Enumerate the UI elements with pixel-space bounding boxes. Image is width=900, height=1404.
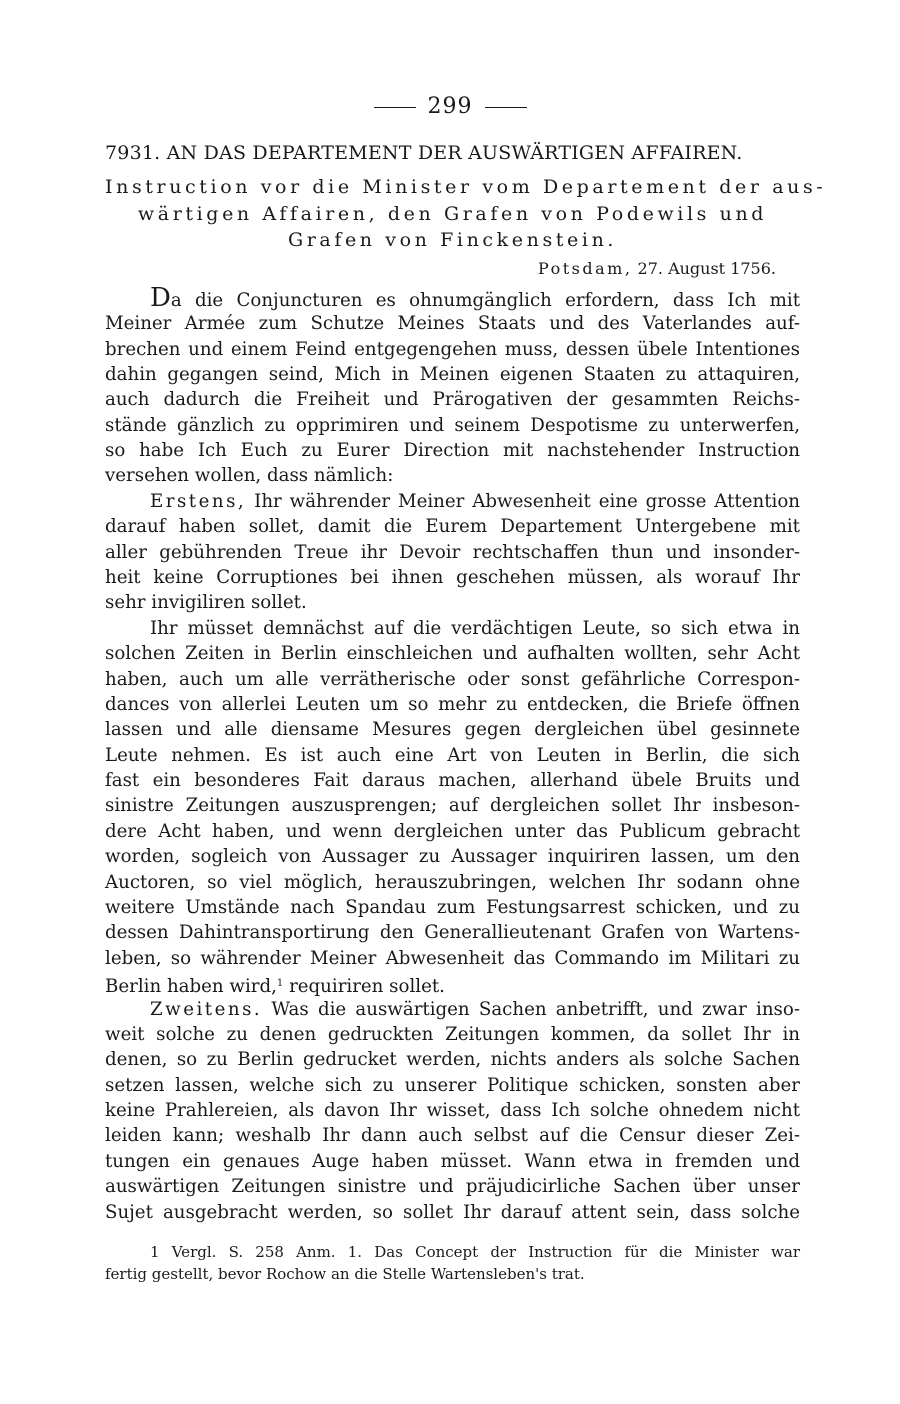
paragraph-3-line <box>105 971 800 999</box>
paragraph-3-line: lassen und alle diensame Mesures gegen dergleichen übel gesinnete <box>105 719 800 740</box>
footnote-marker: 1 <box>150 1243 160 1261</box>
paragraph-1-line: brechen und einem Feind entgegengehen muss, dessen übele Intentiones <box>105 339 800 360</box>
paragraph-1-line: Meiner Armée zum Schutze Meines Staats und des Vaterlandes auf- <box>105 313 800 334</box>
paragraph-3-line: solchen Zeiten in Berlin einschleichen und aufhalten wollten, sehr Acht <box>105 643 800 664</box>
subtitle-line: Grafen von Finckenstein. <box>287 229 618 251</box>
paragraph-4-line: Sujet ausgebracht werden, so sollet Ihr darauf attent sein, dass solche <box>105 1202 800 1223</box>
paragraph-3-line: worden, sogleich von Aussager zu Aussager inquiriren lassen, um den <box>105 846 800 867</box>
paragraph-4-line: leiden kann; weshalb Ihr dann auch selbst auf die Censur dieser Zei- <box>105 1125 800 1146</box>
dateline-date: 27. August 1756. <box>637 259 776 278</box>
paragraph-3-line: dessen Dahintransportirung den Generallieutenant Grafen von Wartens- <box>105 922 800 943</box>
paragraph-3-line: sinistre Zeitungen auszusprengen; auf dergleichen sollet Ihr insbeson- <box>105 795 800 816</box>
paragraph-1-line <box>150 283 800 313</box>
subtitle-line: Instruction vor die Minister vom Departement der aus- <box>105 176 827 198</box>
paragraph-4-line: weit solche zu denen gedruckten Zeitungen kommen, da sollet Ihr in <box>105 1024 800 1045</box>
footnote-line <box>150 1242 800 1263</box>
paragraph-3-line: Leute nehmen. Es ist auch eine Art von Leuten in Berlin, die sich <box>105 745 800 766</box>
line-text: a die Conjuncturen es ohnumgänglich erfordern, dass Ich mit <box>170 290 800 311</box>
paragraph-2-line: sehr invigiliren sollet. <box>105 592 307 613</box>
paragraph-1-line: versehen wollen, dass nämlich: <box>105 465 394 486</box>
dateline <box>538 259 776 278</box>
document-heading: 7931. AN DAS DEPARTEMENT DER AUSWÄRTIGEN AFFAIREN. <box>105 142 743 164</box>
paragraph-3-line: fast ein besonderes Fait daraus machen, allerhand übele Bruits und <box>105 770 800 791</box>
page-number-dash-right <box>485 107 527 108</box>
footnote-reference[interactable]: 1 <box>276 978 284 989</box>
paragraph-3-line: leben, so währender Meiner Abwesenheit das Commando im Militari zu <box>105 948 800 969</box>
paragraph-2-line: darauf haben sollet, damit die Eurem Departement Untergebene mit <box>105 516 800 537</box>
dateline-place: Potsdam, <box>538 259 633 278</box>
paragraph-3-line: Ihr müsset demnächst auf die verdächtigen Leute, so sich etwa in <box>150 618 800 639</box>
paragraph-4-line: denen, so zu Berlin gedrucket werden, nichts anders als solche Sachen <box>105 1049 800 1070</box>
paragraph-4-line: keine Prahlereien, als davon Ihr wisset, dass Ich solche ohnedem nicht <box>105 1100 800 1121</box>
line-text: Vergl. S. 258 Anm. 1. Das Concept der Instruction für die Minister war <box>159 1243 800 1261</box>
section-lead: Zweitens. <box>150 999 263 1020</box>
drop-capital: D <box>150 283 171 313</box>
page-number <box>0 94 900 119</box>
paragraph-1-line: auch dadurch die Freiheit und Prärogativen der gesammten Reichs- <box>105 389 800 410</box>
page-number-dash-left <box>374 107 416 108</box>
section-lead: Erstens, <box>150 491 247 512</box>
paragraph-3-line: haben, auch um alle verrätherische oder sonst gefährliche Correspon- <box>105 669 800 690</box>
paragraph-3-line: dere Acht haben, und wenn dergleichen unter das Publicum gebracht <box>105 821 800 842</box>
line-text: Was die auswärtigen Sachen anbetrifft, und zwar inso- <box>262 999 800 1020</box>
paragraph-1-line: so habe Ich Euch zu Eurer Direction mit nachstehender Instruction <box>105 440 800 461</box>
paragraph-4-line <box>150 997 800 1022</box>
paragraph-1-line: stände gänzlich zu opprimiren und seinem Despotisme zu unterwerfen, <box>105 415 800 436</box>
line-text: requiriren sollet. <box>283 976 445 997</box>
paragraph-2-line <box>150 489 800 514</box>
subtitle-line: wärtigen Affairen, den Grafen von Podewils und <box>137 203 768 225</box>
paragraph-4-line: setzen lassen, welche sich zu unserer Politique schicken, sonsten aber <box>105 1075 800 1096</box>
footnote-line: fertig gestellt, bevor Rochow an die Stelle Wartensleben's trat. <box>105 1265 585 1283</box>
line-text: Berlin haben wird, <box>105 976 277 997</box>
paragraph-4-line: auswärtigen Zeitungen sinistre und präjudicirliche Sachen über unser <box>105 1176 800 1197</box>
paragraph-3-line: Auctoren, so viel möglich, herauszubringen, welchen Ihr sodann ohne <box>105 872 800 893</box>
paragraph-2-line: heit keine Corruptiones bei ihnen geschehen müssen, als worauf Ihr <box>105 567 800 588</box>
paragraph-3-line: dances von allerlei Leuten um so mehr zu entdecken, die Briefe öffnen <box>105 694 800 715</box>
paragraph-4-line: tungen ein genaues Auge haben müsset. Wann etwa in fremden und <box>105 1151 800 1172</box>
page-number-text: 299 <box>427 94 473 119</box>
paragraph-1-line: dahin gegangen seind, Mich in Meinen eigenen Staaten zu attaquiren, <box>105 364 800 385</box>
paragraph-2-line: aller gebührenden Treue ihr Devoir rechtschaffen thun und insonder- <box>105 542 800 563</box>
paragraph-3-line: weitere Umstände nach Spandau zum Festungsarrest schicken, und zu <box>105 897 800 918</box>
line-text: Ihr währender Meiner Abwesenheit eine grosse Attention <box>246 491 800 512</box>
